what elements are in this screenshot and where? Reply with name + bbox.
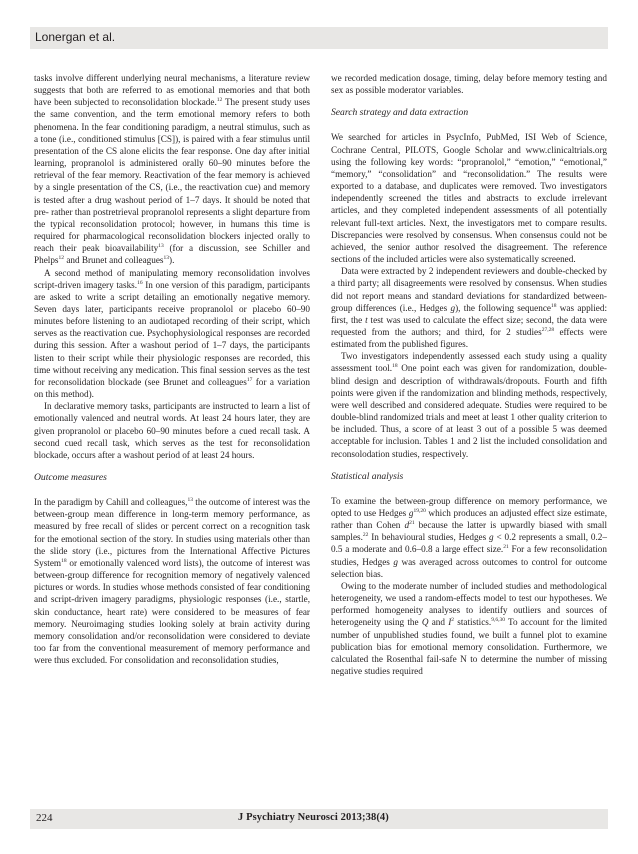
- journal-citation: J Psychiatry Neurosci 2013;38(4): [238, 812, 389, 823]
- paragraph: we recorded medication dosage, timing, delay before memory testing and sex as possible moderator variables.: [331, 73, 607, 96]
- section-heading-search-strategy: Search strategy and data extraction: [331, 107, 469, 119]
- right-column: [331, 72, 607, 677]
- paragraph: A second method of manipulating memory reconsolidation involves script-driven imagery tasks.$^{16}$ In one version of this paradigm, participants are asked to write a script detailing an emotionally negative memory. Seven days later, participants receive propranolol or placebo 60–90 minutes before listening to an audiotaped recording of their script, which serves as the reactivation cue. Psychophysiological responses are recorded during this session. After a washout period of 1–7 days, the participants listen to their script while their physiologic responses are recorded, this time without receiving any medication. This final session serves as the test for reconsolidation blockade (see Brunet and colleagues$^{17}$ for a variation on this method).: [34, 267, 310, 400]
- paragraph: Owing to the moderate number of included studies and methodological heterogeneity, we used a random-effects model to test our hypotheses. We performed homogeneity analyses to identify outliers and sources of heterogeneity using the Q and I$^2$ statistics.$^{9,6,30}$ To account for the limited number of unpublished studies found, we built a funnel plot to examine publication bias for emotional memory consolidation. Furthermore, we calculated the Rosenthal fail-safe N to determine the number of missing negative studies required: [331, 580, 608, 677]
- paragraph: tasks involve different underlying neural mechanisms, a literature review suggests that both are referred to as emotional memories and that both have been subjected to reconsolidation blockade.$^{12}$ The present study uses the same convention, and the term emotional memory refers to both phenomena. In the fear conditioning paradigm, a neutral stimulus, such as a tone (i.e., conditioned stimulus [CS]), is paired with a fear stimulus until presentation of the CS alone elicits the fear response. One day after initial learning, propranolol is administered orally 60–90 minutes before the retrieval of the fear memory. Reactivation of the fear memory is achieved by a single presentation of the CS, (i.e., the reactivation cue) and memory is tested after a drug washout period of 1–7 days. It should be noted that pre- rather than postretrieval propranolol represents a slight departure from the typical reconsolidation protocol; however, in humans this time is required for pharmacological reconsolidation blockers injected orally to reach their peak bioavailability$^{13}$ (for a discussion, see Schiller and Phelps$^{12}$ and Brunet and colleagues$^{13}$).: [34, 73, 310, 266]
- section-heading-statistical-analysis: Statistical analysis: [331, 470, 404, 482]
- section-heading-outcome-measures: Outcome measures: [34, 472, 107, 483]
- page-number: 224: [36, 812, 53, 824]
- running-head: Lonergan et al.: [35, 30, 116, 44]
- left-column: [34, 72, 310, 666]
- paragraph: In declarative memory tasks, participants are instructed to learn a list of emotionally valenced and neutral words. At least 24 hours later, they are given propranolol or placebo 60–90 minutes before a cued recall task. A second cued recall task, which serves as the test for reconsolidation blockade, occurs after a washout period of at least 24 hours.: [34, 401, 310, 460]
- running-header-bar: [30, 27, 608, 49]
- paragraph: In the paradigm by Cahill and colleagues,$^{13}$ the outcome of interest was the between-group mean difference in long-term memory performance, as measured by free recall of slides or percent correct on a recognition task for the emotional section of the story. In studies using materials other than the slide story (i.e., pictures from the International Affective Pictures System$^{18}$ or emotionally valenced word lists), the outcome of interest was between-group difference for recognition memory of negatively valenced pictures or words. In studies whose methods consisted of fear conditioning and script-driven imagery paradigms, physiologic responses (i.e., startle, skin conductance, heart rate) were considered to be measures of fear memory. Neuroimaging studies looking solely at brain activity during memory consolidation and/or reconsolidation were considered to deviate too far from the conventional measurement of memory performance and were thus excluded. For consolidation and reconsolidation studies,: [34, 497, 310, 666]
- paragraph: Two investigators independently assessed each study using a quality assessment tool.$^{18}$ One point each was given for randomization, double-blind design and description of withdrawals/dropouts. Fourth and fifth points were given if the randomization and blinding methods, respectively, were well described and considered adequate. Studies were required to be double-blind randomized trials and meet at least 1 other quality criterion to be included. Thus, a score of at least 3 out of a possible 5 was deemed acceptable for inclusion. Tables 1 and 2 list the included consolidation and reconsolodation studies, respectively.: [331, 351, 607, 459]
- paragraph: Data were extracted by 2 independent reviewers and double-checked by a third party; all disagreements were resolved by consensus. When studies did not report means and standard deviations for standardized between-group differences (i.e., Hedges g), the following sequence$^{18}$ was applied: first, the t test was used to calculate the effect size; second, the data were requested from the authors; and third, for 2 studies$^{27,28}$ effects were estimated from the published figures.: [331, 266, 607, 350]
- paragraph: To examine the between-group difference on memory performance, we opted to use Hedges g$^{19,20}$ which produces an adjusted effect size estimate, rather than Cohen d$^{21}$ because the latter is upwardly biased with small samples.$^{22}$ In behavioural studies, Hedges g < 0.2 represents a small, 0.2–0.5 a moderate and 0.6–0.8 a large effect size.$^{21}$ For a few reconsolidation studies, Hedges g was averaged across outcomes to control for outcome selection bias.: [331, 495, 607, 579]
- paragraph: We searched for articles in PsycInfo, PubMed, ISI Web of Science, Cochrane Central, PILOTS, Google Scholar and www.clinicaltrials.org using the following key words: “propranolol,” “emotion,” “emotional,” “memory,” “consolidation” and “reconsolidation.” The results were exported to a database, and duplicates were removed. Two investigators independently screened the titles and abstracts to exclude irrelevant articles, and they completed independent assessments of all potentially relevant full-text articles. Next, the investigators met to compare results. Discrepancies were resolved by consensus. When consensus could not be achieved, the senior author resolved the disagreement. The reference sections of the included articles were also systematically screened.: [331, 132, 607, 265]
